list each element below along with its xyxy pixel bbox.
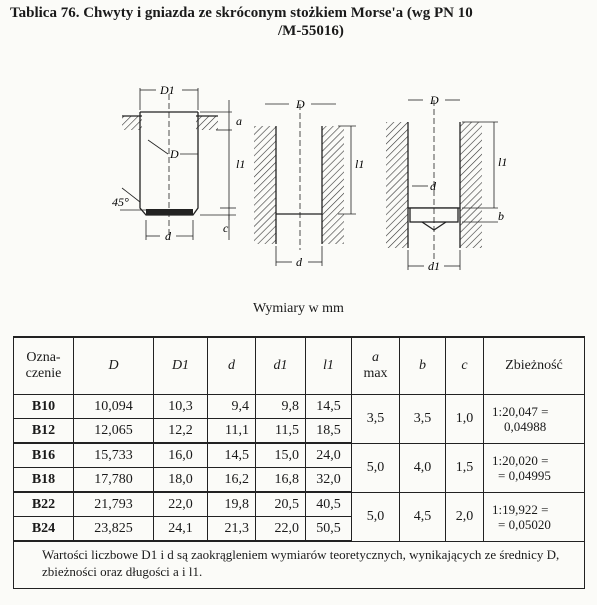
label-l1-socket-b: l1 bbox=[498, 155, 508, 169]
cell-d: 19,8 bbox=[208, 492, 256, 517]
cell-designation: B12 bbox=[14, 419, 74, 444]
cell-D: 21,793 bbox=[74, 492, 154, 517]
cell-d: 21,3 bbox=[208, 517, 256, 542]
label-D1: D1 bbox=[160, 83, 175, 97]
label-d-shank: d bbox=[165, 229, 171, 243]
technical-drawings bbox=[0, 70, 597, 300]
header-a-max bbox=[352, 337, 400, 395]
taper-value-3: = 0,05020 bbox=[498, 516, 551, 532]
cell-designation: B22 bbox=[14, 492, 74, 517]
header-d: d bbox=[208, 337, 256, 395]
cell-D1: 10,3 bbox=[154, 395, 208, 419]
cell-l1: 24,0 bbox=[306, 443, 352, 468]
cell-D: 23,825 bbox=[74, 517, 154, 542]
cell-D: 17,780 bbox=[74, 468, 154, 493]
cell-l1: 32,0 bbox=[306, 468, 352, 493]
table-title bbox=[10, 4, 595, 40]
label-b: b bbox=[498, 209, 504, 223]
cell-d1: 16,8 bbox=[256, 468, 306, 493]
cell-c-group-2: 1,5 bbox=[446, 443, 484, 492]
taper-value-2: = 0,04995 bbox=[498, 467, 551, 483]
header-oznaczenie-line2: czenie bbox=[25, 366, 62, 381]
label-D-shank: D bbox=[170, 147, 179, 161]
header-D: D bbox=[74, 337, 154, 395]
cell-d1: 22,0 bbox=[256, 517, 306, 542]
label-D-socket: D bbox=[296, 97, 305, 111]
cell-D: 10,094 bbox=[74, 395, 154, 419]
taper-ratio-1: 1:20,047 = bbox=[492, 403, 549, 419]
label-l1-socket: l1 bbox=[355, 157, 365, 171]
cell-D: 12,065 bbox=[74, 419, 154, 444]
cell-designation: B10 bbox=[14, 395, 74, 419]
cell-a-group-2: 5,0 bbox=[352, 443, 400, 492]
drawing-shank-with-socket bbox=[120, 88, 236, 240]
drawing-socket bbox=[254, 104, 356, 266]
taper-ratio-2: 1:20,020 = bbox=[492, 452, 549, 468]
cell-D1: 12,2 bbox=[154, 419, 208, 444]
title-line-1: Tablica 76. Chwyty i gniazda ze skróconym stożkiem Morse'a (wg PN 10 bbox=[10, 5, 473, 21]
label-d-socket-b: d bbox=[430, 179, 436, 193]
taper-value-1: 0,04988 bbox=[504, 418, 547, 434]
cell-d1: 15,0 bbox=[256, 443, 306, 468]
header-b: b bbox=[400, 337, 446, 395]
cell-D1: 24,1 bbox=[154, 517, 208, 542]
cell-designation: B24 bbox=[14, 517, 74, 542]
header-zbieznosc: Zbieżność bbox=[484, 337, 585, 395]
cell-d1: 20,5 bbox=[256, 492, 306, 517]
cell-d: 9,4 bbox=[208, 395, 256, 419]
cell-b-group-2: 4,0 bbox=[400, 443, 446, 492]
cell-taper-group-1 bbox=[484, 395, 585, 444]
label-d-socket: d bbox=[296, 255, 302, 269]
table-note: Wartości liczbowe D1 i d są zaokrągleniem wymiarów teoretycznych, wynikających ze średnicy D, zbieżności oraz długości a i l1. bbox=[14, 541, 585, 589]
cell-D1: 22,0 bbox=[154, 492, 208, 517]
label-a: a bbox=[236, 114, 242, 128]
cell-c-group-1: 1,0 bbox=[446, 395, 484, 444]
header-max: max bbox=[363, 366, 388, 381]
cell-d1: 11,5 bbox=[256, 419, 306, 444]
header-oznaczenie bbox=[14, 337, 74, 395]
cell-l1: 18,5 bbox=[306, 419, 352, 444]
cell-b-group-1: 3,5 bbox=[400, 395, 446, 444]
table-row bbox=[14, 443, 585, 468]
cell-d: 14,5 bbox=[208, 443, 256, 468]
cell-a-group-3: 5,0 bbox=[352, 492, 400, 541]
table-header-row bbox=[14, 337, 585, 395]
cell-designation: B16 bbox=[14, 443, 74, 468]
title-line-2: /M-55016) bbox=[278, 23, 344, 39]
cell-a-group-1: 3,5 bbox=[352, 395, 400, 444]
label-D-socket-b: D bbox=[430, 93, 439, 107]
drawing-socket-b bbox=[386, 100, 498, 270]
cell-c-group-3: 2,0 bbox=[446, 492, 484, 541]
header-l1: l1 bbox=[306, 337, 352, 395]
cell-b-group-3: 4,5 bbox=[400, 492, 446, 541]
table-note-row bbox=[14, 541, 585, 589]
cell-D1: 18,0 bbox=[154, 468, 208, 493]
cell-l1: 40,5 bbox=[306, 492, 352, 517]
cell-d: 16,2 bbox=[208, 468, 256, 493]
taper-ratio-3: 1:19,922 = bbox=[492, 501, 549, 517]
cell-taper-group-2 bbox=[484, 443, 585, 492]
header-oznaczenie-line1: Ozna- bbox=[26, 350, 61, 365]
label-angle: 45° bbox=[112, 195, 129, 209]
header-d1: d1 bbox=[256, 337, 306, 395]
dimensions-table bbox=[13, 336, 585, 589]
cell-l1: 14,5 bbox=[306, 395, 352, 419]
cell-D: 15,733 bbox=[74, 443, 154, 468]
header-c: c bbox=[446, 337, 484, 395]
header-D1: D1 bbox=[154, 337, 208, 395]
units-caption: Wymiary w mm bbox=[253, 301, 344, 316]
label-c: c bbox=[223, 221, 229, 235]
cell-D1: 16,0 bbox=[154, 443, 208, 468]
label-l1-shank: l1 bbox=[236, 157, 246, 171]
cell-taper-group-3 bbox=[484, 492, 585, 541]
header-a: a bbox=[372, 350, 379, 365]
table-row bbox=[14, 492, 585, 517]
cell-d1: 9,8 bbox=[256, 395, 306, 419]
cell-d: 11,1 bbox=[208, 419, 256, 444]
table-row bbox=[14, 395, 585, 419]
cell-l1: 50,5 bbox=[306, 517, 352, 542]
cell-designation: B18 bbox=[14, 468, 74, 493]
label-d1: d1 bbox=[428, 259, 440, 273]
